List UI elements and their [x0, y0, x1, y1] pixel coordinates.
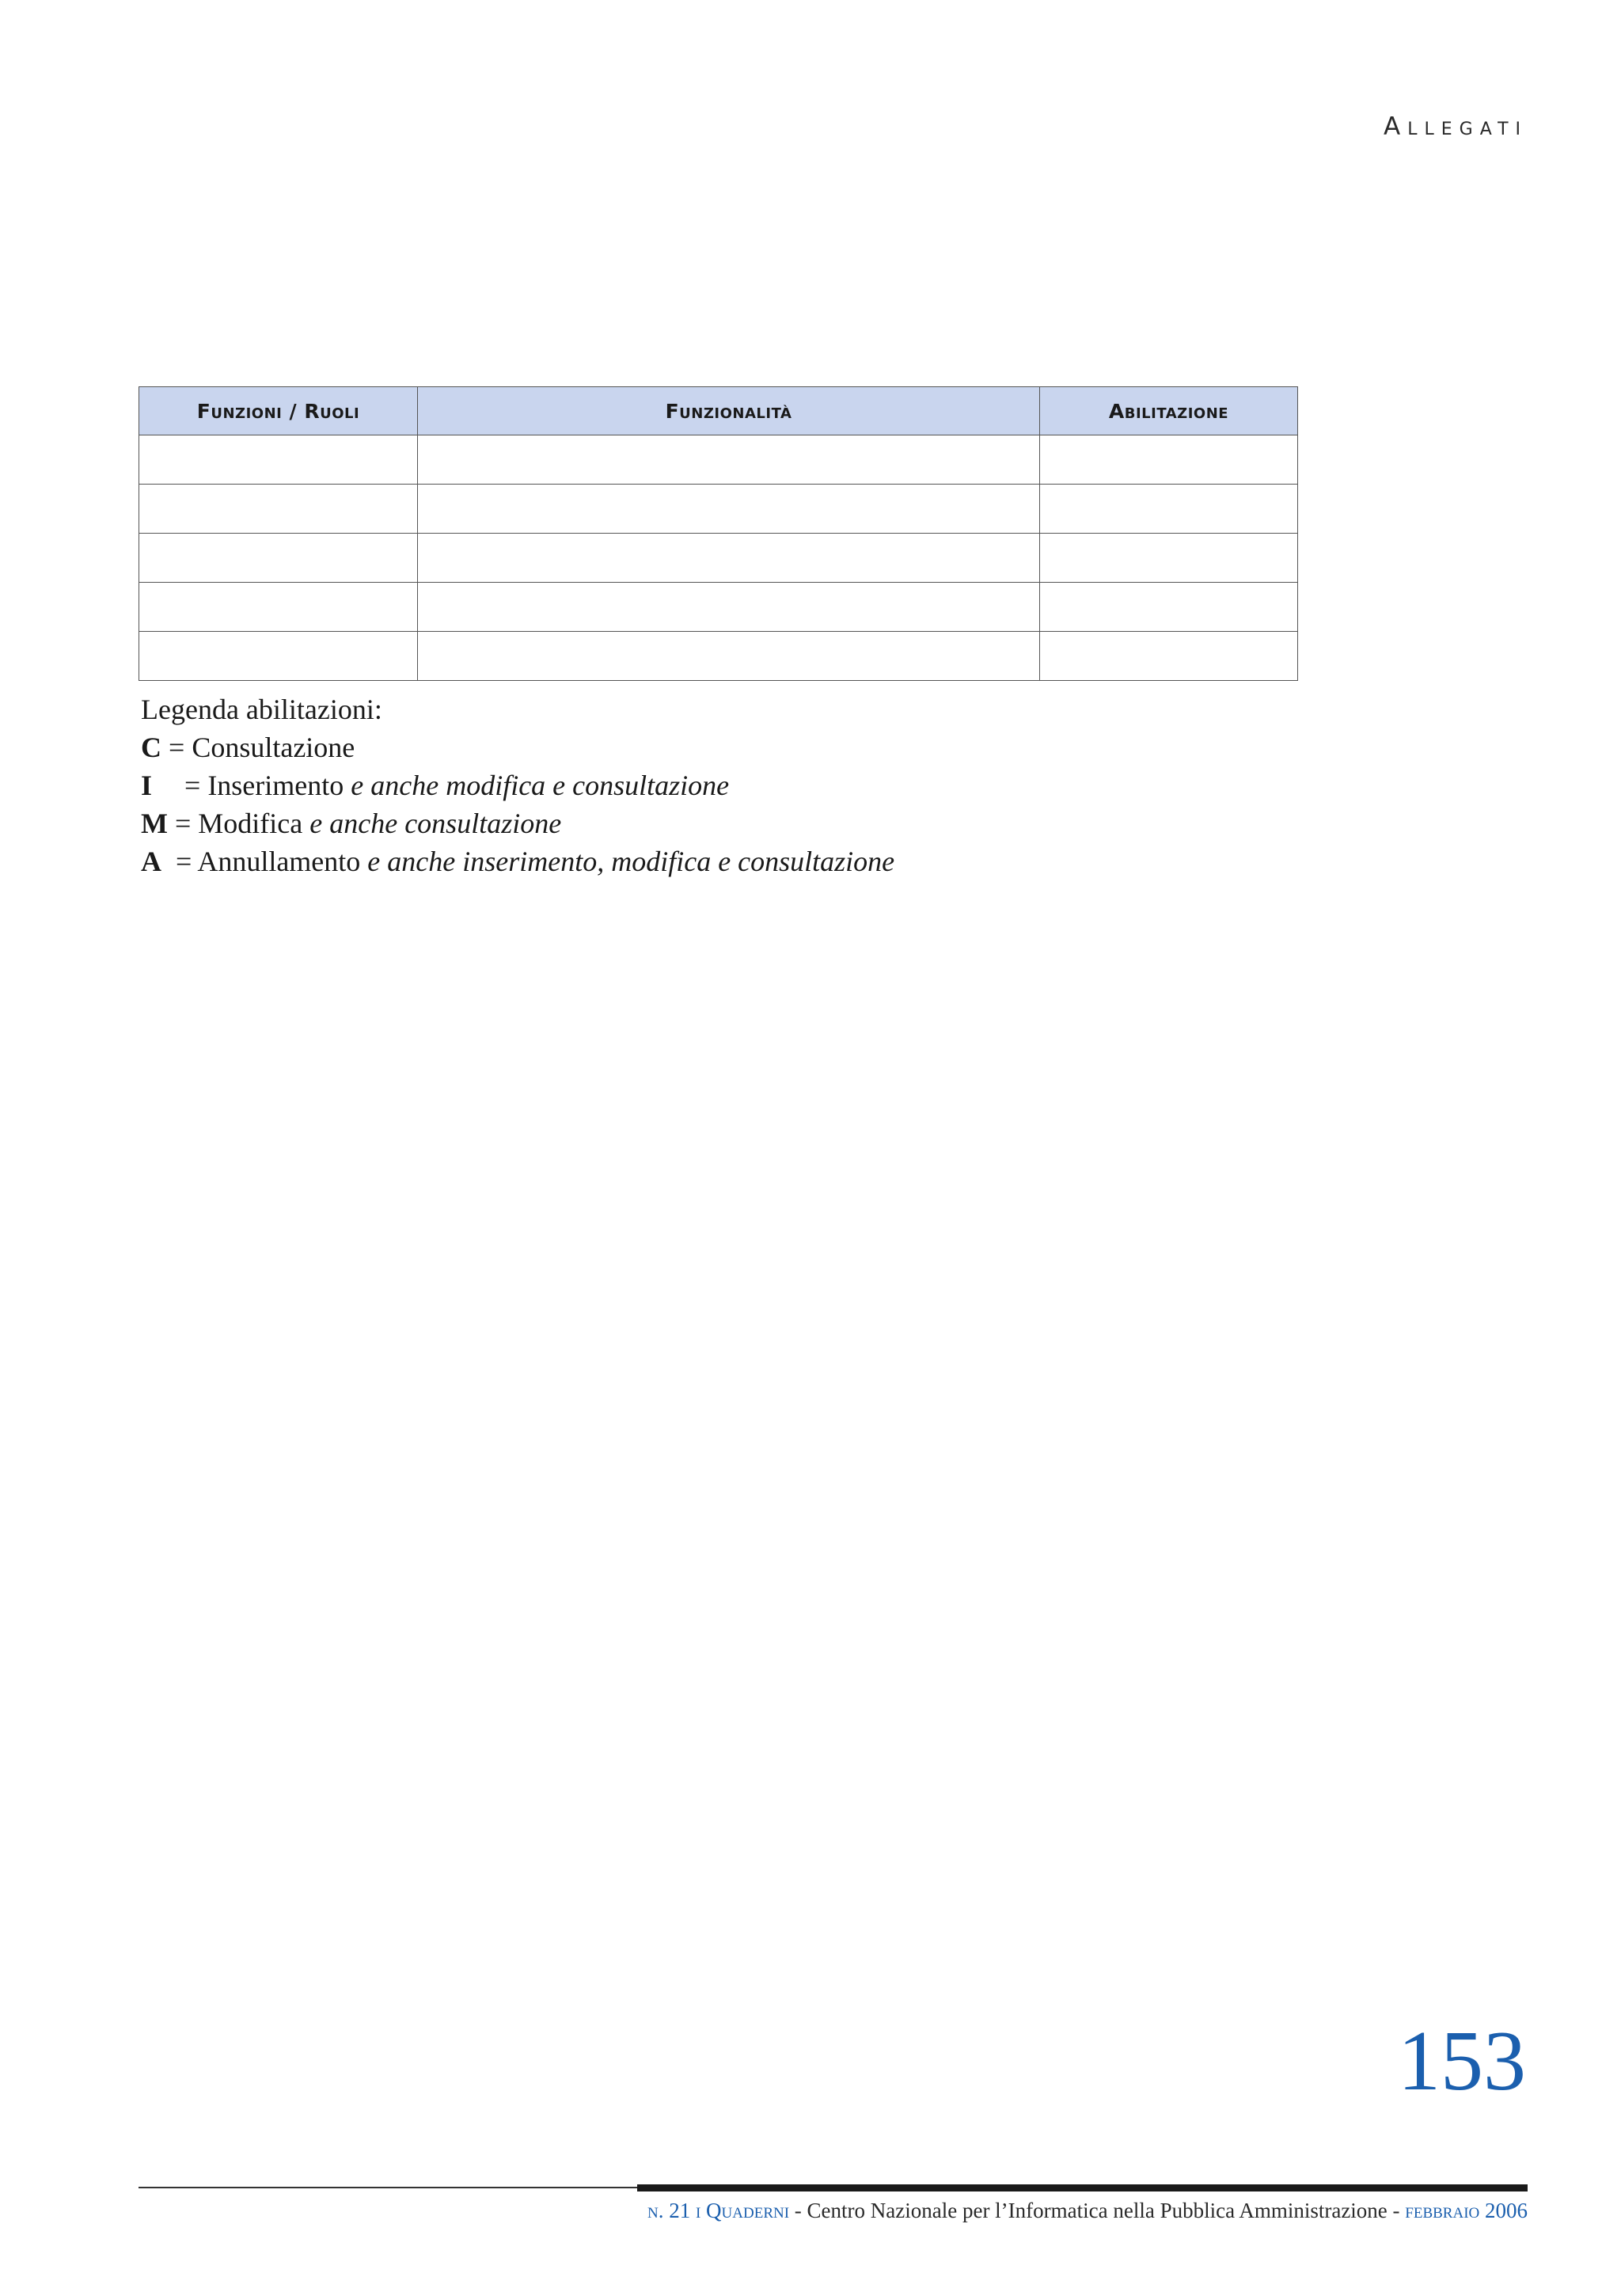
table-cell: [1040, 485, 1298, 534]
table-row: [139, 435, 1298, 485]
legend-key: A: [141, 846, 161, 877]
table-cell: [418, 632, 1040, 681]
footer-rule-thin: [139, 2187, 637, 2188]
legend-note: e anche inserimento, modifica e consultazione: [367, 846, 895, 877]
table-header-row: [139, 387, 1298, 435]
running-header: Allegati: [1384, 112, 1528, 141]
table-row: [139, 632, 1298, 681]
legend-separator: =: [161, 732, 192, 763]
table-row: [139, 485, 1298, 534]
table-cell: [1040, 632, 1298, 681]
legend-label: Inserimento: [207, 770, 351, 801]
legend-separator: =: [177, 770, 208, 801]
enablement-legend: [141, 690, 894, 880]
column-header-enablement: Abilitazione: [1040, 387, 1298, 435]
page-number: 153: [1398, 2014, 1526, 2108]
page-footer: [647, 2199, 1528, 2223]
table-cell: [139, 583, 418, 632]
table-row: [139, 583, 1298, 632]
table-cell: [139, 632, 418, 681]
table-row: [139, 534, 1298, 583]
footer-issue: n. 21: [647, 2199, 691, 2222]
column-header-roles: Funzioni / Ruoli: [139, 387, 418, 435]
legend-label: Consultazione: [192, 732, 355, 763]
footer-separator: i: [690, 2199, 707, 2222]
footer-series: Quaderni: [706, 2199, 790, 2222]
legend-note: e anche modifica e consultazione: [351, 770, 730, 801]
table-cell: [1040, 435, 1298, 485]
legend-separator: =: [161, 846, 198, 877]
footer-rule-thick: [637, 2184, 1528, 2191]
table-cell: [1040, 534, 1298, 583]
table-cell: [139, 534, 418, 583]
legend-label: Annullamento: [197, 846, 368, 877]
legend-label: Modifica: [198, 808, 310, 839]
legend-item-modification: [141, 804, 894, 842]
legend-separator: =: [167, 808, 199, 839]
roles-functions-table: [139, 386, 1298, 681]
legend-key: M: [141, 808, 168, 839]
legend-key: C: [141, 732, 161, 763]
table-cell: [139, 435, 418, 485]
legend-note: e anche consultazione: [309, 808, 562, 839]
table-cell: [418, 435, 1040, 485]
table-cell: [1040, 583, 1298, 632]
table-cell: [418, 534, 1040, 583]
legend-item-consultation: [141, 728, 894, 766]
legend-key: I: [141, 770, 153, 801]
legend-title: Legenda abilitazioni:: [141, 694, 382, 725]
legend-item-cancellation: [141, 842, 894, 880]
legend-item-insertion: [141, 766, 894, 804]
table-cell: [418, 485, 1040, 534]
footer-date: febbraio 2006: [1405, 2199, 1528, 2222]
footer-publisher: - Centro Nazionale per l’Informatica nella Pubblica Amministrazione -: [789, 2199, 1406, 2222]
table-cell: [418, 583, 1040, 632]
column-header-functionality: Funzionalità: [418, 387, 1040, 435]
table-cell: [139, 485, 418, 534]
